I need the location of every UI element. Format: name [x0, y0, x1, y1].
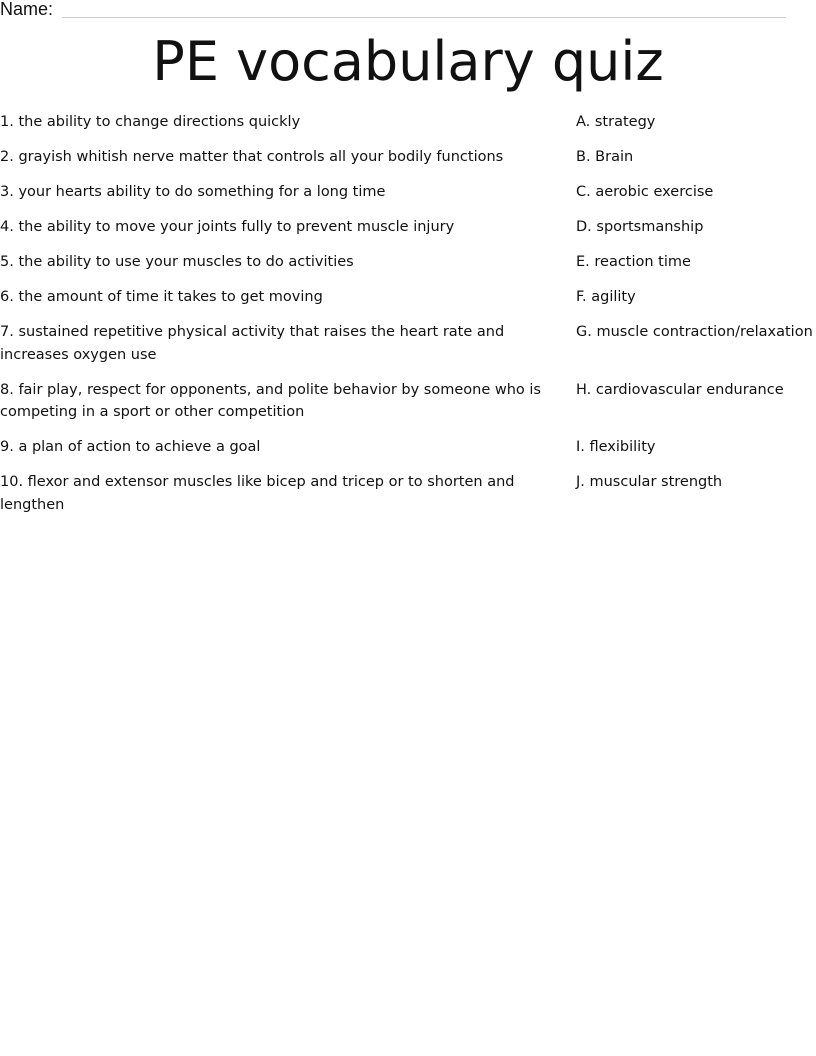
name-label: Name:: [0, 0, 54, 19]
answer-item: E. reaction time: [576, 254, 691, 270]
answer-item: I. flexibility: [576, 439, 656, 455]
clue-item: 3. your hearts ability to do something for a long time: [0, 184, 386, 200]
clue-item: 6. the amount of time it takes to get moving: [0, 289, 323, 305]
answer-item: A. strategy: [576, 114, 656, 130]
clue-item: 2. grayish whitish nerve matter that controls all your bodily functions: [0, 149, 504, 165]
clue-item: 7. sustained repetitive physical activity that raises the heart rate and increases oxygen use: [0, 324, 505, 363]
clue-item: 9. a plan of action to achieve a goal: [0, 439, 261, 455]
page-title: PE vocabulary quiz: [152, 30, 664, 93]
answer-item: B. Brain: [576, 149, 634, 165]
clue-item: 8. fair play, respect for opponents, and polite behavior by someone who is competing in a sport or other competition: [0, 381, 541, 420]
clue-item: 10. flexor and extensor muscles like bicep and tricep or to shorten and lengthen: [0, 474, 515, 513]
clue-item: 4. the ability to move your joints fully to prevent muscle injury: [0, 219, 455, 235]
answer-item: D. sportsmanship: [576, 219, 704, 235]
name-blank-line: [62, 17, 786, 18]
clue-list: [0, 111, 548, 529]
answer-item: F. agility: [576, 289, 636, 305]
name-row: [0, 0, 790, 20]
answer-item: H. cardiovascular endurance: [576, 382, 784, 398]
answer-item: C. aerobic exercise: [576, 184, 714, 200]
clue-item: 5. the ability to use your muscles to do activities: [0, 254, 354, 270]
answer-item: J. muscular strength: [576, 474, 723, 490]
answer-item: G. muscle contraction/relaxation: [576, 324, 813, 340]
clue-item: 1. the ability to change directions quickly: [0, 114, 301, 130]
